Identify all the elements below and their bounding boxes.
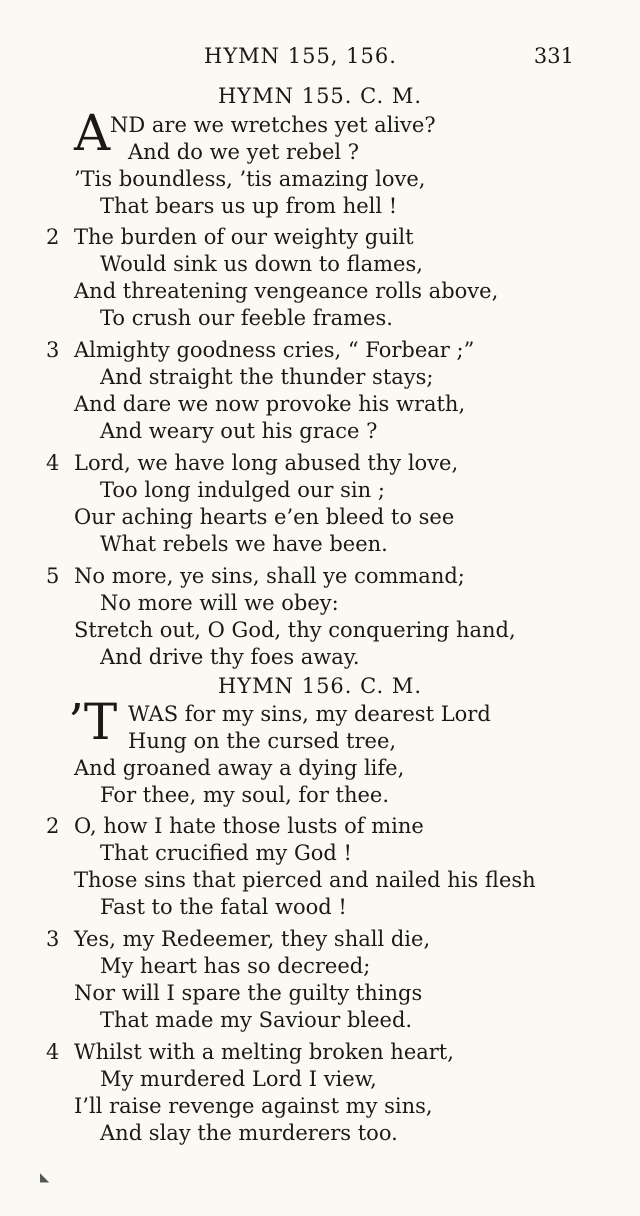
- page-number: 331: [533, 44, 574, 68]
- hymn-156-s1-line2: Hung on the cursed tree,: [128, 729, 397, 753]
- hymn-155-s3-number: 3: [46, 338, 60, 362]
- hymn-155-s4-line4: What rebels we have been.: [100, 532, 388, 556]
- hymn-155-s4-line2: Too long indulged our sin ;: [100, 478, 385, 502]
- hymn-156-s2-line2: That crucified my God !: [100, 841, 352, 865]
- hymn-155-s1-line2: And do we yet rebel ?: [128, 140, 360, 164]
- hymn-156-s3-number: 3: [46, 927, 60, 951]
- hymn-156-s4-line1: Whilst with a melting broken heart,: [74, 1040, 454, 1064]
- hymn-155-s2-line2: Would sink us down to flames,: [100, 252, 423, 276]
- hymn-156-s2-line4: Fast to the fatal wood !: [100, 895, 347, 919]
- hymn-156-s2-number: 2: [46, 814, 60, 838]
- hymn-156-s1-line3: And groaned away a dying life,: [74, 756, 405, 780]
- hymn-155-s3-line1: Almighty goodness cries, “ Forbear ;”: [74, 338, 475, 362]
- hymn-155-s1-line3: ’Tis boundless, ’tis amazing love,: [74, 167, 426, 191]
- hymn-155-s5-line4: And drive thy foes away.: [100, 645, 360, 669]
- hymn-155-s5-number: 5: [46, 564, 60, 588]
- hymn-156-s4-line3: I’ll raise revenge against my sins,: [74, 1094, 433, 1118]
- hymn-156-s2-line3: Those sins that pierced and nailed his flesh: [74, 868, 536, 892]
- hymn-155-s4-line1: Lord, we have long abused thy love,: [74, 451, 459, 475]
- hymn-155-s3-line4: And weary out his grace ?: [100, 419, 378, 443]
- hymn-156-s1-line4: For thee, my soul, for thee.: [100, 783, 390, 807]
- hymn-155-s5-line2: No more will we obey:: [100, 591, 339, 615]
- hymn-155-dropcap: A: [74, 104, 111, 162]
- hymn-156-s3-line4: That made my Saviour bleed.: [100, 1008, 413, 1032]
- hymn-156-heading: HYMN 156. C. M.: [217, 674, 422, 698]
- hymn-155-s5-line1: No more, ye sins, shall ye command;: [74, 564, 465, 588]
- running-title: HYMN 155, 156.: [204, 44, 397, 68]
- hymn-155-s1-line4: That bears us up from hell !: [100, 194, 398, 218]
- hymn-155-s5-line3: Stretch out, O God, thy conquering hand,: [74, 618, 516, 642]
- printer-mark: ◣: [40, 1170, 50, 1184]
- hymn-156-first-line: WAS for my sins, my dearest Lord: [128, 702, 491, 726]
- running-header: [0, 44, 640, 74]
- hymn-155-first-line: ND are we wretches yet alive?: [110, 113, 436, 137]
- hymn-155-s2-number: 2: [46, 225, 60, 249]
- hymn-155-heading: HYMN 155. C. M.: [217, 84, 422, 108]
- hymn-156-s3-line1: Yes, my Redeemer, they shall die,: [74, 927, 431, 951]
- hymn-156-s3-line3: Nor will I spare the guilty things: [74, 981, 423, 1005]
- hymn-155-s4-line3: Our aching hearts e’en bleed to see: [74, 505, 455, 529]
- hymn-156-s2-line1: O, how I hate those lusts of mine: [74, 814, 424, 838]
- hymn-155-s3-line2: And straight the thunder stays;: [100, 365, 434, 389]
- hymn-156-s4-line4: And slay the murderers too.: [100, 1121, 398, 1145]
- hymn-156-s4-number: 4: [46, 1040, 60, 1064]
- hymn-156-s4-line2: My murdered Lord I view,: [100, 1067, 377, 1091]
- hymn-155-s2-line4: To crush our feeble frames.: [100, 306, 393, 330]
- hymn-155-s3-line3: And dare we now provoke his wrath,: [74, 392, 466, 416]
- hymn-155-s2-line1: The burden of our weighty guilt: [74, 225, 414, 249]
- hymn-155-s2-line3: And threatening vengeance rolls above,: [74, 279, 499, 303]
- hymn-156-s3-line2: My heart has so decreed;: [100, 954, 371, 978]
- hymn-155-s4-number: 4: [46, 451, 60, 475]
- hymn-156-dropcap: ’T: [68, 693, 118, 751]
